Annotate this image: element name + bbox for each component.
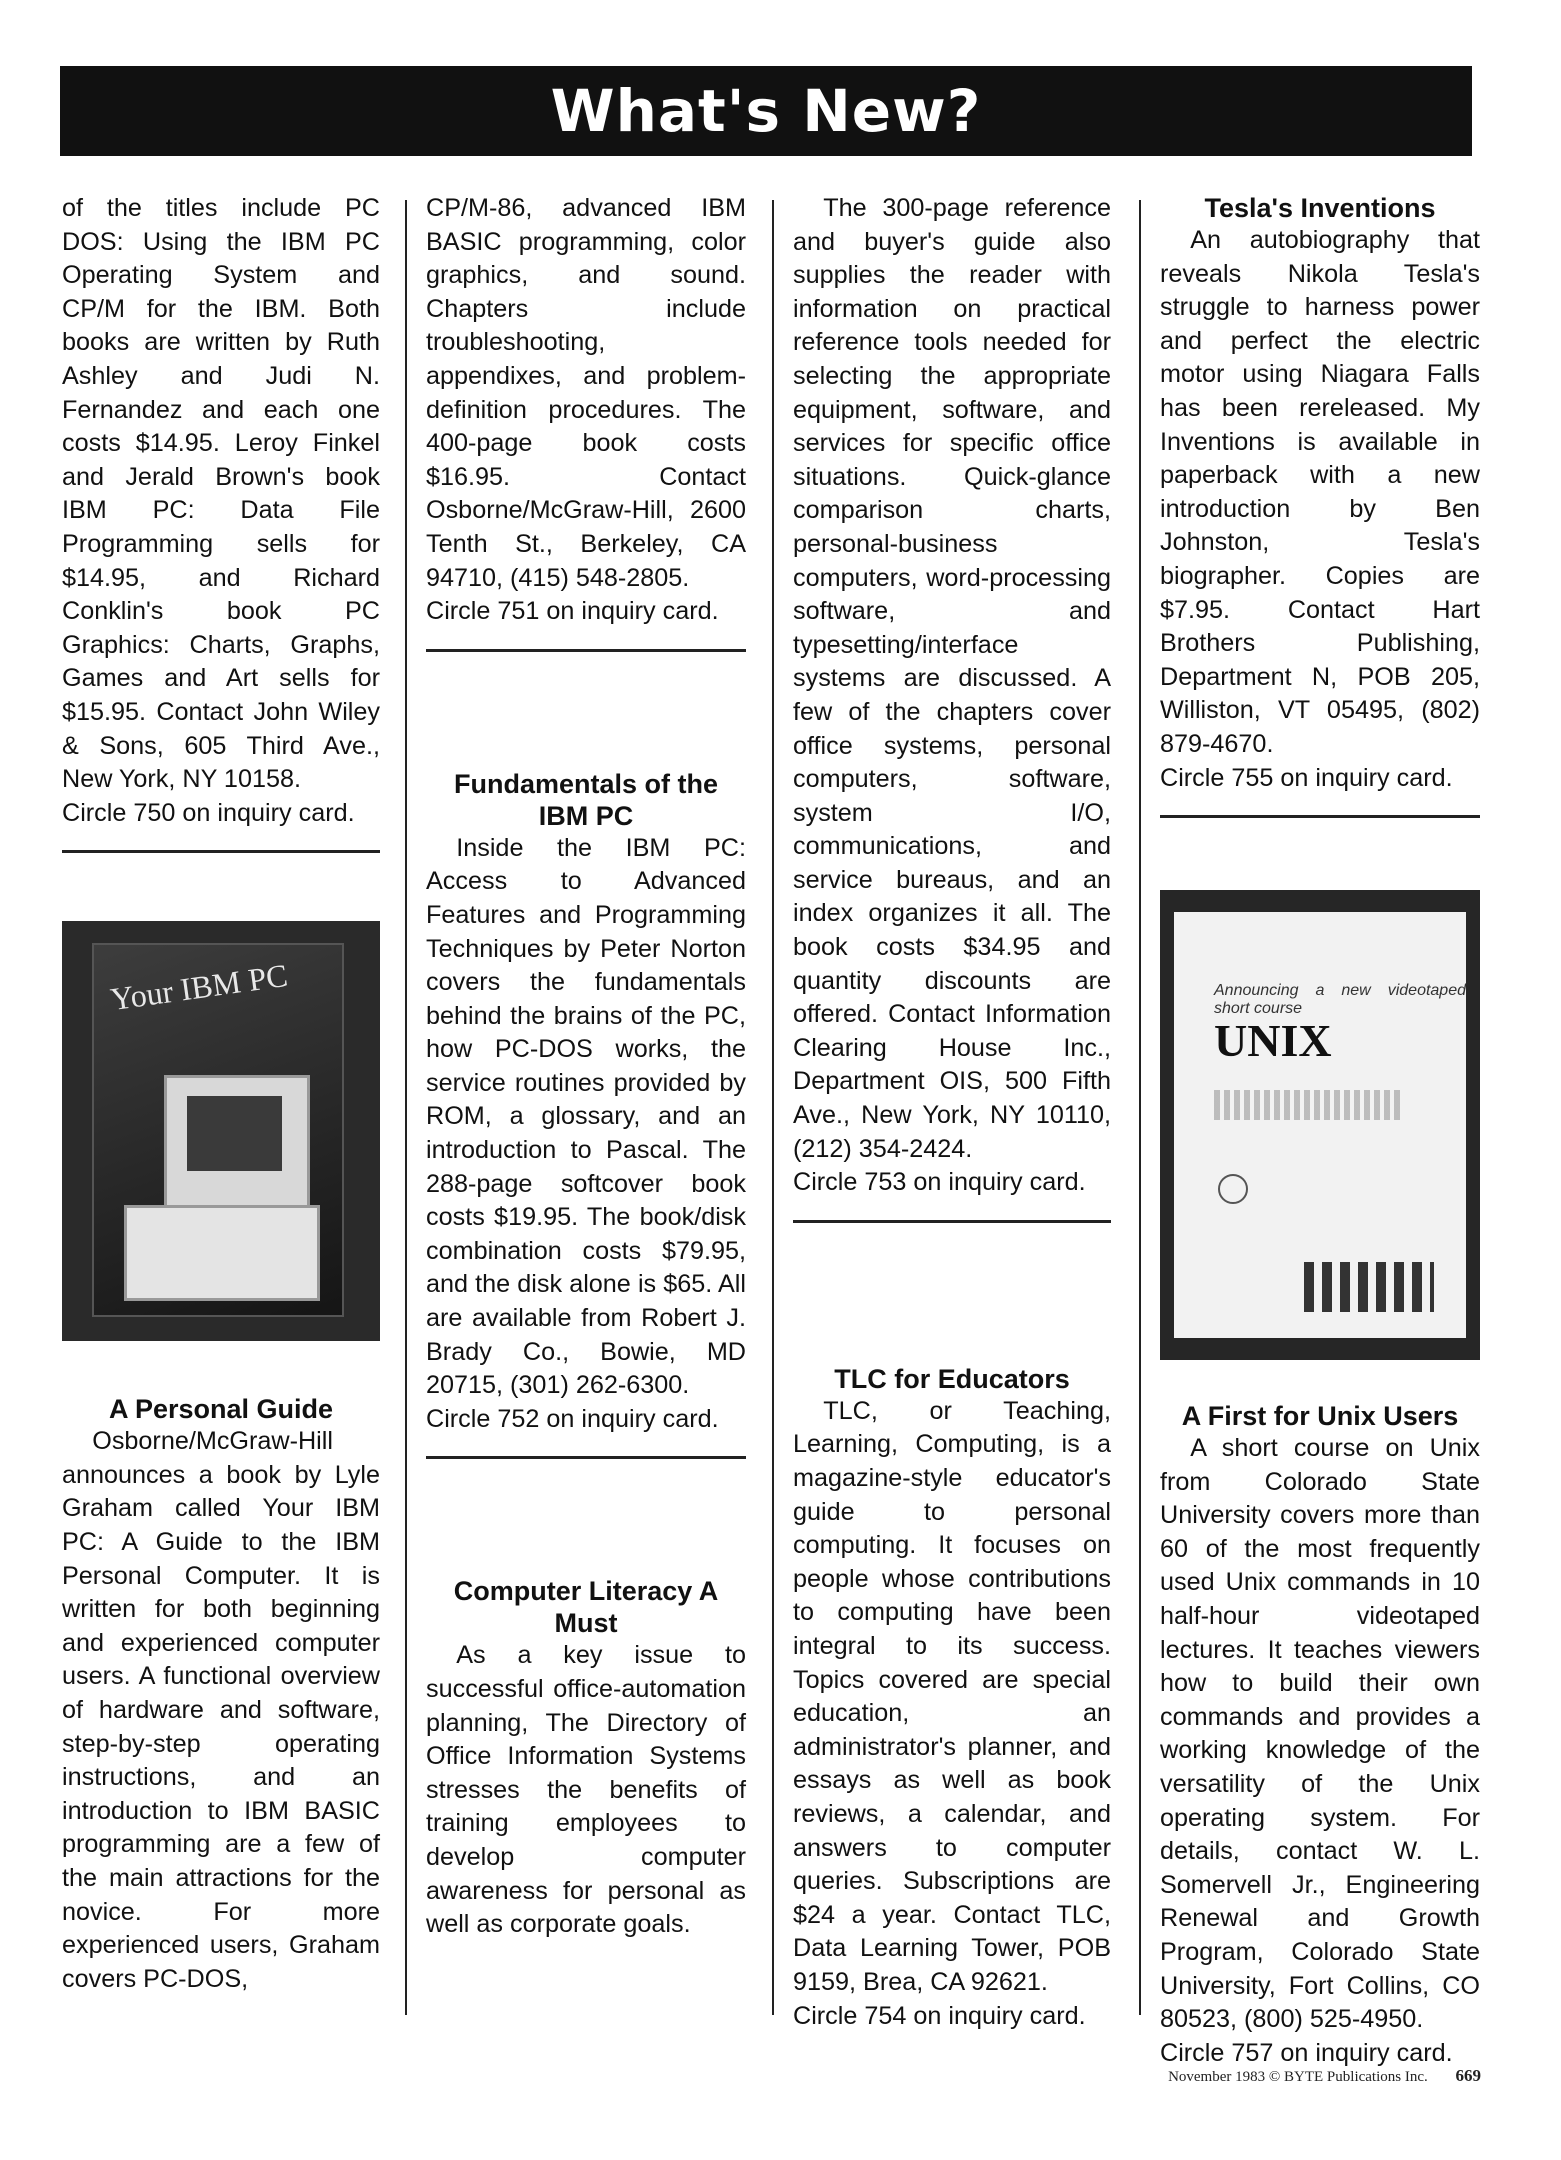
article-heading: Tesla's Inventions: [1204, 193, 1436, 223]
article-text: Inside the IBM PC: Access to Advanced Features and Programming Techniques by Peter Norton covers the fundamentals behind the brains of the PC, how PC-DOS works, the service routines provided by ROM, a glossary, and an introduction to Pascal. The 288-page softcover book costs $19.95. The book/disk combination costs $79.95, and the disk alone is $65. All are available from Robert J. Brady Co., Bowie, MD 20715, (301) 262-6300.: [426, 833, 746, 1400]
inquiry-note: Circle 750 on inquiry card.: [62, 798, 355, 827]
article-text: A short course on Unix from Colorado State University covers more than 60 of the most frequently used Unix commands in 10 half-hour videotaped lectures. It teaches viewers how to build their own commands and provides a working knowledge of the versatility of the Unix operating system. For details, contact W. L. Somervell Jr., Engineering Renewal and Growth Program, Colorado State University, Fort Collins, CO 80523, (800) 525-4950.: [1160, 1434, 1480, 2034]
article-text: As a key issue to successful office-automation planning, The Directory of Office Information Systems stresses the benefits of training employees to develop computer awareness for personal as well as corporate goals.: [426, 1641, 746, 1939]
book-cover-photo: [62, 921, 380, 1341]
column-divider: [405, 200, 407, 2015]
article-heading: Computer Literacy A Must: [453, 1576, 719, 1639]
article-heading: TLC for Educators: [834, 1363, 1070, 1394]
people-illustration: [1304, 1262, 1434, 1312]
section-rule: [62, 850, 380, 853]
inquiry-note: Circle 753 on inquiry card.: [793, 1168, 1086, 1197]
page-number: 669: [1455, 2066, 1481, 2085]
university-seal-icon: [1218, 1174, 1248, 1204]
column-4: [1160, 192, 1480, 2067]
page-banner: [60, 66, 1472, 156]
article-text: The 300-page reference and buyer's guide also supplies the reader with information on practical reference tools needed for selecting the appropriate equipment, software, and services for specific office situations. Quick-glance comparison charts, personal-business computers, word-processing software, and typesetting/interface systems are discussed. A few of the chapters cover office systems, personal computers, software, system I/O, communications, and service bureaus, and an index organizes it all. The book costs $34.95 and quantity discounts are offered. Contact Information Clearing House Inc., Department OIS, 500 Fifth Ave., New York, NY 10110, (212) 354-2424.: [793, 194, 1111, 1163]
page-footer: [1168, 2066, 1481, 2086]
ad-title: UNIX: [1214, 1015, 1332, 1067]
inquiry-note: Circle 755 on inquiry card.: [1160, 763, 1453, 792]
column-divider: [1139, 200, 1141, 2015]
inquiry-note: Circle 757 on inquiry card.: [1160, 2038, 1453, 2067]
article-heading: A Personal Guide: [108, 1394, 334, 1425]
column-divider: [772, 200, 774, 2015]
computer-image: [164, 1075, 310, 1211]
inquiry-note: Circle 752 on inquiry card.: [426, 1404, 719, 1433]
book-cover: [92, 943, 344, 1317]
footer-credit: November 1983 © BYTE Publications Inc.: [1168, 2069, 1428, 2085]
column-3: [793, 192, 1111, 2030]
section-rule: [1160, 815, 1480, 818]
computer-base-image: [124, 1205, 320, 1301]
ad-fine-print: [1214, 1090, 1404, 1120]
column-1: [62, 192, 380, 2020]
unix-course-ad-image: [1160, 890, 1480, 1360]
article-text: Osborne/McGraw-Hill announces a book by Lyle Graham called Your IBM PC: A Guide to the IBM Personal Computer. It is written for both beginning and experienced computer users. A functional overview of hardware and software, step-by-step operating instructions, and an introduction to IBM BASIC programming are a few of the main attractions for the novice. For more experienced users, Graham covers PC-DOS,: [62, 1427, 380, 1993]
article-text: TLC, or Teaching, Learning, Computing, is a magazine-style educator's guide to personal computing. It focuses on people whose contributions to computing have been integral to its success. Topics covered are special education, an administrator's planner, and essays as well as book reviews, a calendar, and answers to computer queries. Subscriptions are $24 a year. Contact TLC, Data Learning Tower, POB 9159, Brea, CA 92621.: [793, 1396, 1111, 1996]
column-2: [426, 192, 746, 2020]
article-heading: Fundamentals of the IBM PC: [453, 768, 718, 831]
article-text: CP/M-86, advanced IBM BASIC programming, color graphics, and sound. Chapters include troubleshooting, appendixes, and problem-definition procedures. The 400-page book costs $16.95. Contact Osborne/McGraw-Hill, 2600 Tenth St., Berkeley, CA 94710, (415) 548-2805.: [426, 194, 746, 592]
inquiry-note: Circle 751 on inquiry card.: [426, 597, 719, 626]
page-title: What's New?: [550, 77, 982, 145]
ad-tagline: Announcing a new videotaped short course: [1214, 982, 1466, 1018]
article-heading: A First for Unix Users: [1181, 1401, 1459, 1432]
article-text: An autobiography that reveals Nikola Tesla's struggle to harness power and perfect the electric motor using Niagara Falls has been rereleased. My Inventions is available in paperback with a new introduction by Ben Johnston, Tesla's biographer. Copies are $7.95. Contact Hart Brothers Publishing, Department N, POB 205, Williston, VT 05495, (802) 879-4670.: [1160, 226, 1480, 758]
book-cover-title: Your IBM PC: [108, 957, 290, 1018]
inquiry-note: Circle 754 on inquiry card.: [793, 2001, 1086, 2030]
article-text: of the titles include PC DOS: Using the IBM PC Operating System and CP/M for the IBM. Both books are written by Ruth Ashley and Judi N. Fernandez and each one costs $14.95. Leroy Finkel and Jerald Brown's book IBM PC: Data File Programming sells for $14.95, and Richard Conklin's book PC Graphics: Charts, Graphs, Games and Art sells for $15.95. Contact John Wiley & Sons, 605 Third Ave., New York, NY 10158.: [62, 194, 380, 794]
